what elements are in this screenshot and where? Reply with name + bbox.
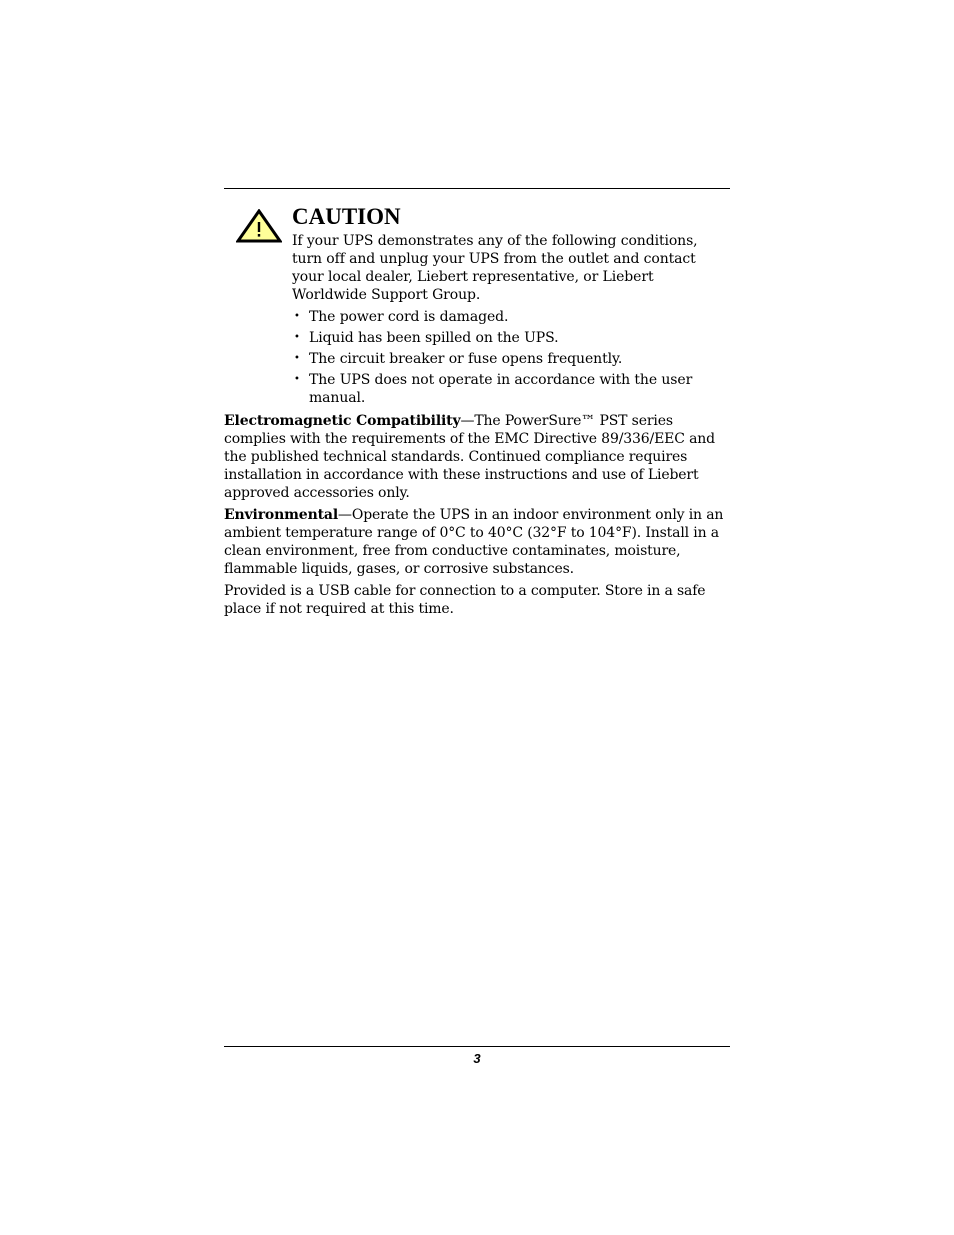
- list-item: • The UPS does not operate in accordance with the user manual.: [294, 372, 693, 406]
- bullet-icon: •: [294, 311, 300, 322]
- bullet-icon: •: [294, 332, 300, 343]
- caution-conditions-list: [292, 308, 722, 407]
- emc-paragraph: Electromagnetic Compatibility—The PowerSure™ PST series complies with the requirements of the EMC Directive 89/336/EEC and the published technical standards. Continued compliance requires installation in accordance with these instructions and use of Liebert approved accessories only.: [224, 413, 715, 501]
- environmental-paragraph: Environmental—Operate the UPS in an indoor environment only in an ambient temperature range of 0°C to 40°C (32°F to 104°F). Install in a clean environment, free from conductive contaminates, moisture, flammable liquids, gases, or corrosive substances.: [224, 507, 724, 577]
- body-section: [224, 412, 730, 622]
- emc-label: Electromagnetic Compatibility: [224, 413, 461, 429]
- list-item: • The circuit breaker or fuse opens frequently.: [294, 351, 623, 367]
- list-item: • The power cord is damaged.: [294, 309, 509, 325]
- top-rule: [224, 188, 730, 189]
- environmental-label: Environmental: [224, 507, 339, 523]
- caution-intro: If your UPS demonstrates any of the following conditions, turn off and unplug your UPS from the outlet and contact your local dealer, Liebert representative, or Liebert Worldwide Support Group.: [292, 233, 698, 303]
- page-number: 3: [473, 1051, 481, 1066]
- bullet-icon: •: [294, 374, 300, 385]
- caution-content: [292, 203, 722, 410]
- list-item: • Liquid has been spilled on the UPS.: [294, 330, 559, 346]
- warning-triangle-icon: [236, 209, 282, 243]
- caution-heading: CAUTION: [292, 204, 401, 229]
- bullet-icon: •: [294, 353, 300, 364]
- bottom-rule: [224, 1046, 730, 1047]
- usb-paragraph: Provided is a USB cable for connection to a computer. Store in a safe place if not required at this time.: [224, 583, 706, 617]
